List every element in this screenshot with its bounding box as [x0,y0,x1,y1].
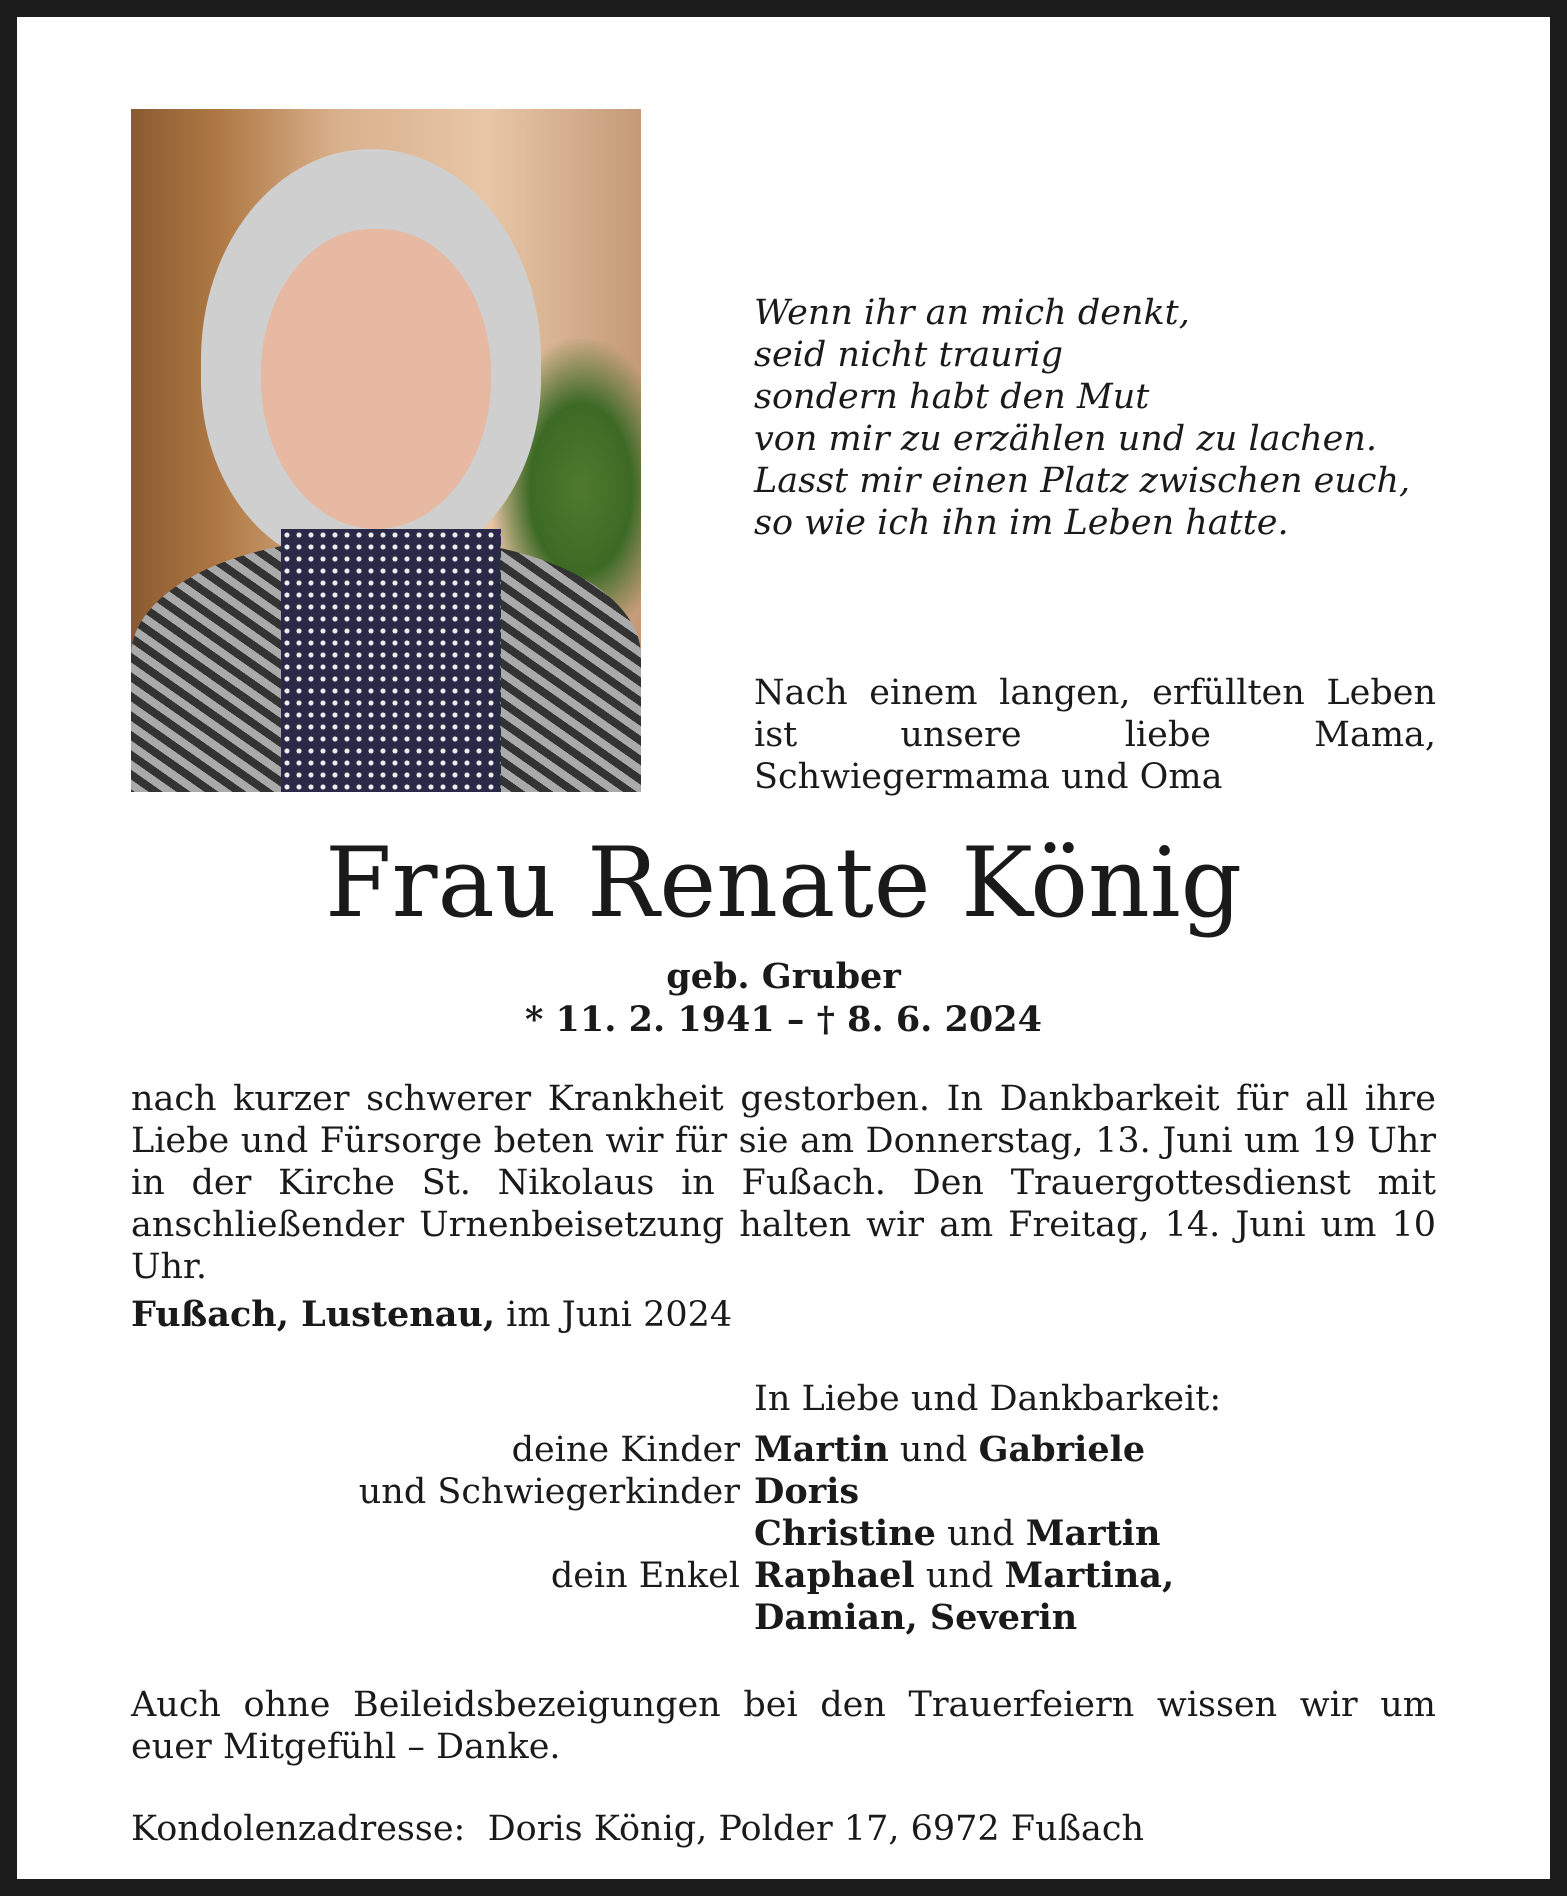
poem-line: seid nicht traurig [754,335,1064,375]
poem-line: Lasst mir einen Platz zwischen euch, [754,461,1411,501]
condolence-address [131,1808,1144,1850]
maiden-name: geb. Gruber [666,956,901,997]
portrait-photo [131,109,641,792]
announcement-text: nach kurzer schwerer Krankheit gestorben. In Dankbarkeit für all ihre Liebe und Fürsorge beten wir für sie am Donnerstag, 13. Juni um 19 Uhr in der Kirche St. Nikolaus in Fußach. Den Trauergottesdienst mit anschließender Urnenbeisetzung halten wir am Freitag, 14. Juni um 10 Uhr. [131,1079,1436,1287]
closing-text: Auch ohne Beileidsbezeigungen bei den Trauerfeiern wissen wir um euer Mitgefühl – Danke. [131,1685,1436,1767]
poem-line: von mir zu erzählen und zu lachen. [754,419,1378,459]
life-dates: * 11. 2. 1941 – † 8. 6. 2024 [525,999,1042,1040]
family-name: Martin [754,1429,889,1470]
signoff: In Liebe und Dankbarkeit: [754,1379,1222,1419]
kinder-label: deine Kinder [511,1430,740,1470]
poem [754,292,1410,544]
conjunction: und [925,1556,994,1596]
family-name: Damian, Severin [754,1597,1078,1638]
place-date [131,1294,732,1336]
schwieger-label: und Schwiegerkinder [358,1472,740,1512]
address: Doris König, Polder 17, 6972 Fußach [487,1809,1144,1849]
family-name: Doris [754,1471,860,1512]
poem-line: Wenn ihr an mich denkt, [754,293,1190,333]
conjunction: und [947,1514,1015,1554]
family-name: Martina, [1004,1555,1175,1596]
family-name: Christine [754,1513,936,1554]
enkel-label: dein Enkel [550,1556,740,1596]
poem-line: so wie ich ihn im Leben hatte. [754,503,1289,543]
poem-line: sondern habt den Mut [754,377,1150,417]
address-label: Kondolenzadresse: [131,1809,466,1849]
conjunction: und [899,1430,968,1470]
place: Fußach, Lustenau, [131,1294,496,1335]
date: im Juni 2024 [495,1295,733,1335]
family-name: Gabriele [978,1429,1146,1470]
deceased-name: Frau Renate König [324,827,1243,939]
intro-text: Nach einem langen, erfüllten Leben ist unsere liebe Mama, Schwiegermama und Oma [754,673,1436,797]
family-name: Martin [1025,1513,1161,1554]
family-name: Raphael [754,1555,915,1596]
